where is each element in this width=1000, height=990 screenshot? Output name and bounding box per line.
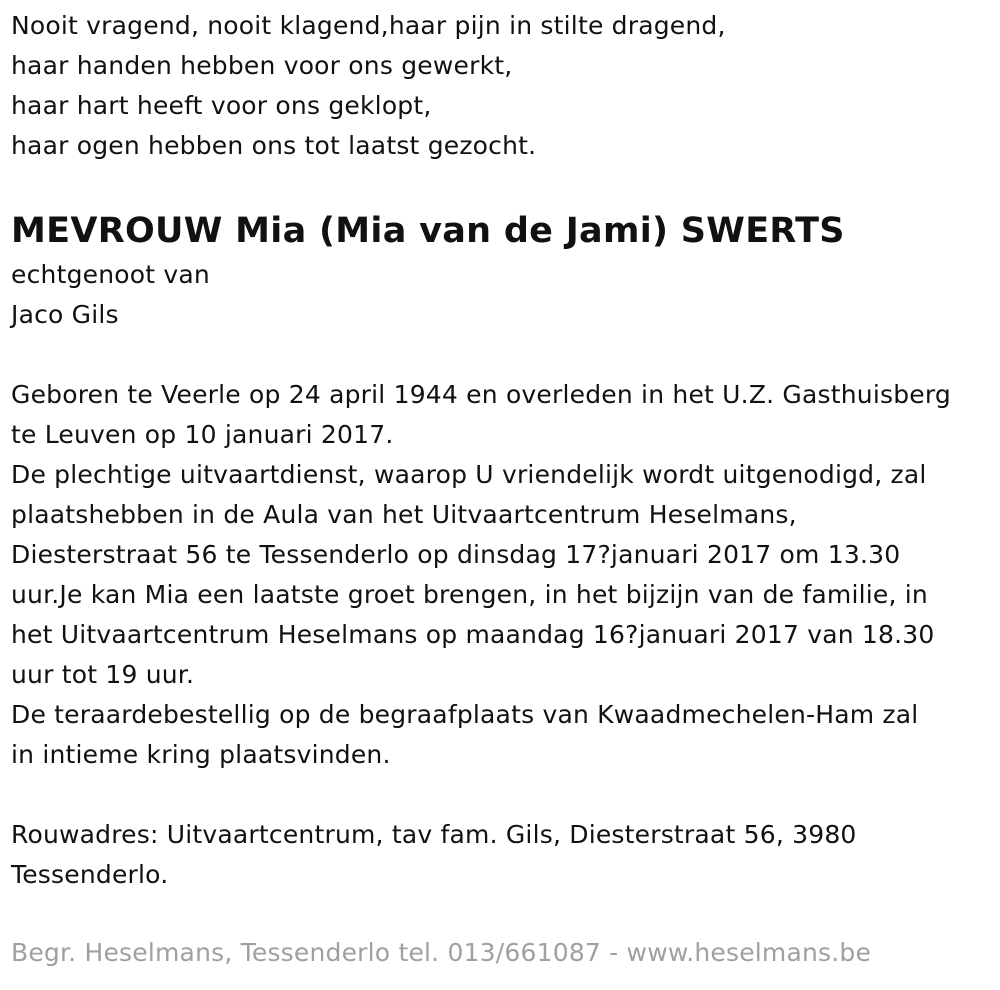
address-line: Rouwadres: Uitvaartcentrum, tav fam. Gils, Diesterstraat 56, 3980	[11, 820, 857, 849]
details-line: in intieme kring plaatsvinden.	[11, 740, 391, 769]
details-line: het Uitvaartcentrum Heselmans op maandag 16?januari 2017 van 18.30	[11, 620, 935, 649]
address-block	[11, 815, 996, 895]
poem-block	[11, 6, 996, 166]
details-line: te Leuven op 10 januari 2017.	[11, 420, 394, 449]
details-line: plaatshebben in de Aula van het Uitvaartcentrum Heselmans,	[11, 500, 797, 529]
spouse-name: Jaco Gils	[11, 300, 119, 329]
spacer	[11, 166, 996, 206]
details-line: Geboren te Veerle op 24 april 1944 en overleden in het U.Z. Gasthuisberg	[11, 380, 951, 409]
poem-line: Nooit vragend, nooit klagend,haar pijn in stilte dragend,	[11, 11, 726, 40]
funeral-home-footer: Begr. Heselmans, Tessenderlo tel. 013/661087 - www.heselmans.be	[11, 938, 872, 967]
spacer	[11, 335, 996, 375]
spouse-label: echtgenoot van	[11, 260, 210, 289]
poem-line: haar handen hebben voor ons gewerkt,	[11, 51, 513, 80]
details-line: Diesterstraat 56 te Tessenderlo op dinsdag 17?januari 2017 om 13.30	[11, 540, 901, 569]
poem-line: haar ogen hebben ons tot laatst gezocht.	[11, 131, 537, 160]
details-line: De teraardebestellig op de begraafplaats van Kwaadmechelen-Ham zal	[11, 700, 919, 729]
deceased-name: MEVROUW Mia (Mia van de Jami) SWERTS	[11, 211, 845, 251]
poem-line: haar hart heeft voor ons geklopt,	[11, 91, 432, 120]
address-line: Tessenderlo.	[11, 860, 169, 889]
obituary-page	[11, 6, 996, 895]
details-line: De plechtige uitvaartdienst, waarop U vriendelijk wordt uitgenodigd, zal	[11, 460, 927, 489]
details-line: uur tot 19 uur.	[11, 660, 195, 689]
details-block	[11, 375, 996, 775]
spacer	[11, 775, 996, 815]
details-line: uur.Je kan Mia een laatste groet brengen, in het bijzijn van de familie, in	[11, 580, 928, 609]
